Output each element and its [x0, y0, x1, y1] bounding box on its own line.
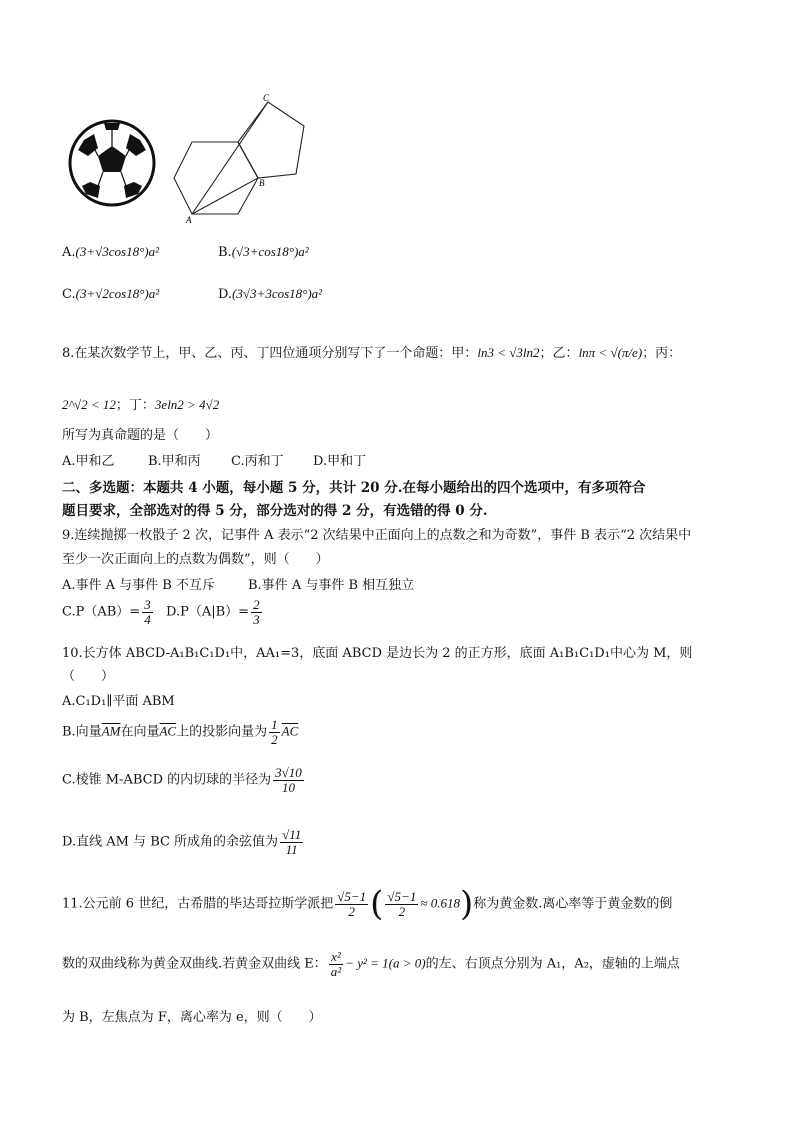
q11-stem-line3: 为 B，左焦点为 F，离心率为 e，则（ ） [62, 1010, 322, 1025]
q9-option-d[interactable]: D.P（A|B）= $\frac{2}{3}$ [166, 597, 260, 627]
q7-option-b-expr: (√3+cos18°)a² [231, 244, 309, 259]
q10-option-d[interactable]: D.直线 AM 与 BC 所成角的余弦值为 $\frac{√11}{11}$ [62, 827, 302, 857]
q7-option-d[interactable]: D.(3√3+3cos18°)a² [218, 286, 323, 302]
q11-stem-line2: 数的双曲线称为黄金双曲线.若黄金双曲线 E： $\frac{\text{x²}}{\text{a²}}$ − y² = 1(a > 0)的左、右顶点分别为 A₁，A₂，虚轴的上端点 [62, 949, 680, 979]
q8-yi: lnπ < √(π/e) [578, 345, 643, 360]
q8-option-c[interactable]: C.丙和丁 [231, 454, 284, 469]
q7-option-c-expr: (3+√2cos18°)a² [75, 286, 160, 301]
label-a: A [186, 215, 192, 225]
q8-option-d[interactable]: D.甲和丁 [313, 454, 367, 469]
q9-option-c[interactable]: C.P（AB）= $\frac{3}{4}$ [62, 597, 151, 627]
q7-option-d-expr: (3√3+3cos18°)a² [232, 286, 323, 301]
q7-option-a-expr: (3+√3cos18°)a² [75, 244, 160, 259]
figure [60, 90, 320, 230]
geometry-figure [174, 102, 304, 214]
label-c: C [263, 93, 270, 103]
q8-option-b[interactable]: B.甲和丙 [148, 454, 201, 469]
q8-question: 所写为真命题的是（ ） [62, 428, 219, 443]
q9-stem-line2: 至少一次正面向上的点数为偶数”，则（ ） [62, 552, 329, 567]
q11-stem-line1: 11.公元前 6 世纪，古希腊的毕达哥拉斯学派把 $\frac{√5-1}{2}$ ( $\frac{√5-1}{2}$ ≈ 0.618)称为黄金数.离心率等于黄金数的倒 [62, 884, 673, 924]
section2-heading-line1: 二、多选题：本题共 4 小题，每小题 5 分，共计 20 分.在每小题给出的四个选项中，有多项符合 [62, 480, 646, 496]
q9-option-b[interactable]: B.事件 A 与事件 B 相互独立 [248, 578, 415, 593]
q10-stem-line1: 10.长方体 ABCD-A₁B₁C₁D₁中，AA₁=3，底面 ABCD 是边长为 2 的正方形，底面 A₁B₁C₁D₁中心为 M，则 [62, 646, 693, 661]
figure-svg [60, 90, 320, 230]
q8-stem-line1: 8.在某次数学节上，甲、乙、丙、丁四位通项分别写下了一个命题：甲：ln3 < √3ln2；乙：lnπ < √(π/e)；丙： [62, 345, 682, 361]
q7-option-c[interactable]: C.(3+√2cos18°)a² [62, 286, 160, 302]
q10-stem-line2: （ ） [62, 669, 115, 684]
section2-heading-line2: 题目要求，全部选对的得 5 分，部分选对的得 2 分，有选错的得 0 分. [62, 503, 488, 519]
q8-ding: 3eln2 > 4√2 [154, 397, 220, 412]
q8-stem-line2: 2^√2 < 12；丁：3eln2 > 4√2 [62, 397, 220, 413]
q9-option-a[interactable]: A.事件 A 与事件 B 不互斥 [62, 578, 215, 593]
q7-option-b[interactable]: B.(√3+cos18°)a² [218, 244, 309, 260]
soccer-ball-icon [70, 121, 154, 205]
q10-option-a[interactable]: A.C₁D₁∥平面 ABM [62, 694, 175, 709]
q8-jia: ln3 < √3ln2 [477, 345, 540, 360]
q7-option-a[interactable]: A.(3+√3cos18°)a² [62, 244, 160, 260]
label-b: B [259, 178, 265, 188]
q8-option-a[interactable]: A.甲和乙 [62, 454, 115, 469]
q10-option-c[interactable]: C.棱锥 M-ABCD 的内切球的半径为 $\frac{3√10}{10}$ [62, 765, 302, 795]
q10-option-b[interactable]: B.向量$\overline{AM}$在向量$\overline{AC}$上的投影向量为 $\frac{1}{2}$ $\overline{AC}$ [62, 717, 299, 747]
q8-bing: 2^√2 < 12 [62, 397, 116, 412]
q9-stem-line1: 9.连续抛掷一枚骰子 2 次，记事件 A 表示“2 次结果中正面向上的点数之和为奇数”，事件 B 表示“2 次结果中 [62, 528, 692, 543]
